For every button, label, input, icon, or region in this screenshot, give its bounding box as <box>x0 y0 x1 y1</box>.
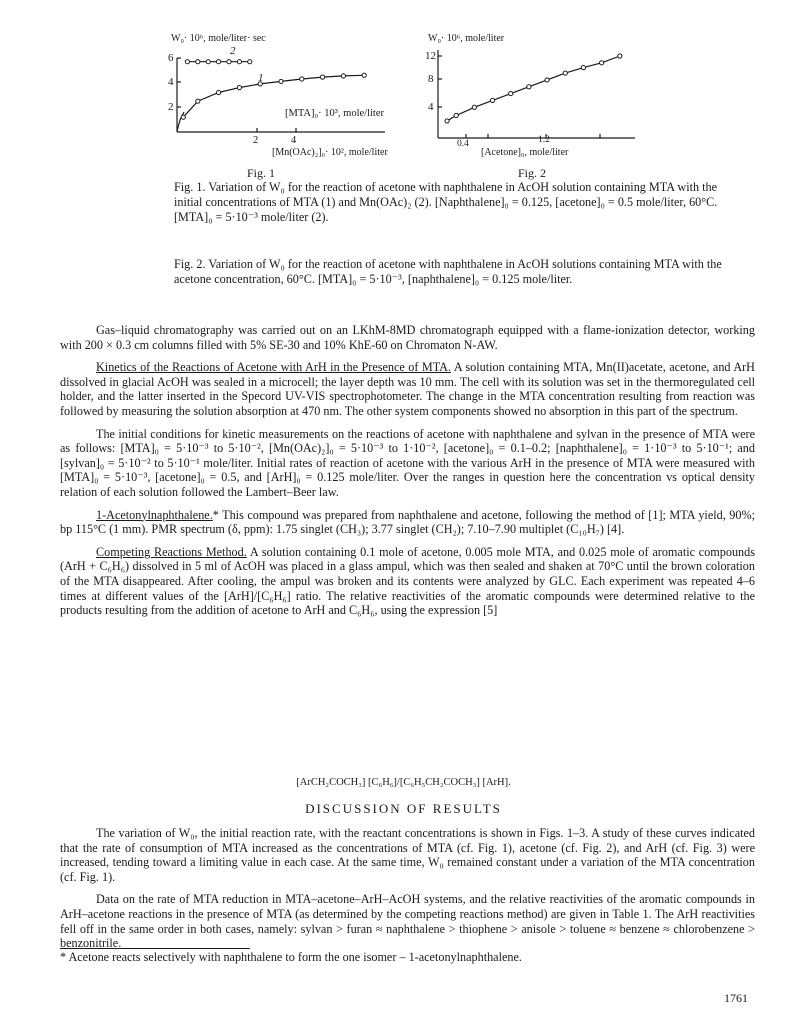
fig2-series-1-point <box>545 78 549 82</box>
fig2-ytick-label-4: 4 <box>428 101 434 113</box>
fig1-series-2-point <box>248 60 252 64</box>
fig2-series-1-point <box>563 71 567 75</box>
fig2-caption: Fig. 2. Variation of W₀ for the reaction of acetone with naphthalene in AcOH solutions containing MTA with the acetone concentration, 60°C. [MTA]₀ = 5·10⁻³, [naphthalene]₀ = 0.125 mole/liter. <box>174 257 722 287</box>
competing-heading: Competing Reactions Method. <box>96 544 247 559</box>
fig2-series-1-point <box>472 105 476 109</box>
figures-svg <box>0 0 807 172</box>
fig1-curve-label-1: 1 <box>258 72 264 84</box>
fig1-curve-label-2: 2 <box>230 45 236 57</box>
acetonylnaphthalene-heading: 1-Acetonylnaphthalene. <box>96 507 213 522</box>
fig1-y-title: W₀· 10⁶, mole/liter· sec <box>171 33 266 44</box>
fig1-series-2-point <box>185 60 189 64</box>
fig1-series-1-point <box>181 115 185 119</box>
fig2-plot <box>438 50 635 138</box>
fig1-series-1-point <box>300 77 304 81</box>
fig1-label: Fig. 1 <box>247 166 276 180</box>
fig2-series-1-point <box>454 113 458 117</box>
fig1-series-2-point <box>227 60 231 64</box>
fig2-series-1-point <box>527 85 531 89</box>
fig1-caption: Fig. 1. Variation of W₀ for the reaction of acetone with naphthalene in AcOH solution containing MTA with the initial concentrations of MTA (1) and Mn(OAc)₂ (2). [Naphthalene]₀ = 0.125, [acetone]₀ = 0.5 mole/liter, 60°C. [MTA]₀ = 5·10⁻³ mole/liter (2). <box>174 180 718 225</box>
body-text <box>60 323 755 618</box>
fig1-xtick-label-2: 2 <box>253 135 259 146</box>
fig2-series-1-point <box>509 91 513 95</box>
paragraph-gas-chromatography: Gas–liquid chromatography was carried out on an LKhM-8MD chromatograph equipped with a flame-ionization detector, working with 200 × 0.3 cm columns filled with 5% SE-30 and 10% KhE-60 on Chromaton N-AW. <box>60 323 755 352</box>
fig1-series-1-point <box>341 74 345 78</box>
fig1-series-2-point <box>196 60 200 64</box>
fig1-series-2-point <box>206 60 210 64</box>
fig2-series-1-point <box>490 98 494 102</box>
expression: [ArCH₂COCH₃] [C₆H₆]/[C₆H₅CH₂COCH₃] [ArH]. <box>296 777 511 788</box>
figures-area <box>0 0 807 180</box>
fig1-xtick-label-4: 4 <box>291 135 297 146</box>
fig1-x-axis-label: [Mn(OAc)₂]₀· 10², mole/liter <box>272 147 388 158</box>
footnote: * Acetone reacts selectively with naphthalene to form the one isomer – 1-acetonylnaphthalene. <box>60 950 522 964</box>
fig2-series-1-point <box>445 119 449 123</box>
fig1-series-1-point <box>321 75 325 79</box>
fig2-ytick-label-8: 8 <box>428 73 434 85</box>
fig1-series-2-point <box>237 60 241 64</box>
fig2-label: Fig. 2 <box>518 166 547 180</box>
fig2-x-axis-label: [Acetone]₀, mole/liter <box>481 147 569 158</box>
fig2-xtick-label-04: 0.4 <box>457 139 469 149</box>
fig1-series-1-point <box>279 79 283 83</box>
paragraph-variation: The variation of W₀, the initial reaction rate, with the reactant concentrations is shown in Figs. 1–3. A study of these curves indicated that the rate of consumption of MTA increased as the concentrations of MTA (cf. Fig. 1), acetone (cf. Fig. 2), and ArH (cf. Fig. 3) were increased, tending toward a limiting value in each case. At the same time, W₀ remained constant under a variation of the MTA concentration (cf. Fig. 1). <box>60 826 755 884</box>
fig1-series-2-point <box>217 60 221 64</box>
section-heading: DISCUSSION OF RESULTS <box>305 801 502 816</box>
competing-text: A solution containing 0.1 mole of acetone, 0.005 mole MTA, and 0.025 mole of aromatic compounds (ArH + C₆H₆) dissolved in 5 ml of AcOH was placed in a glass ampul, which was then sealed and shaken at 70°C until the brown coloration of the MTA disappeared. After cooling, the ampul was broken and its contents were analyzed by GLC. Each experiment was repeated 4–6 times at different values of the [ArH]/[C₆H₆] ratio. The relative reactivities of the aromatic compounds were determined relative to the products resulting from the addition of acetone to ArH and C₆H₆, using the expression [5] <box>60 544 755 618</box>
fig1-ytick-label-6: 6 <box>168 52 174 64</box>
body-text-2 <box>60 826 755 951</box>
footnote-rule <box>60 948 250 949</box>
fig2-xtick-label-12: 1.2 <box>538 135 550 145</box>
fig1-ytick-label-2: 2 <box>168 101 174 113</box>
fig2-series-1-point <box>581 66 585 70</box>
fig1-series-1-point <box>237 86 241 90</box>
kinetics-text: A solution containing MTA, Mn(II)acetate, acetone, and ArH dissolved in glacial AcOH was sealed in a microcell; the layer depth was 10 mm. The cell with its solution was set in the thermoregulated cell holder, and the latter inserted in the Specord UV-VIS spectrophotometer. The change in the MTA concentration resulting from reaction was followed by measuring the solution absorption at 470 nm. The other system components showed no absorption in this part of the spectrum. <box>60 360 755 418</box>
fig1-series-1-point <box>217 90 221 94</box>
acetonylnaphthalene-text: * This compound was prepared from naphthalene and acetone, following the method of [1]; MTA yield, 90%; bp 115°C (1 mm). PMR spectrum (δ, ppm): 1.75 singlet (CH₃); 3.77 singlet (CH₂); 7.10–7.90 multiplet (C₁₀H₇) [4]. <box>60 507 755 537</box>
paragraph-initial-conditions: The initial conditions for kinetic measurements on the reactions of acetone with naphthalene and sylvan in the presence of MTA were as follows: [MTA]₀ = 5·10⁻³ to 5·10⁻², [Mn(OAc)₂]₀ = 5·10⁻³ to 1·10⁻², [acetone]₀ = 0.1–0.2; [naphthalene]₀ = 1·10⁻³ to 5·10⁻¹; and [sylvan]₀ = 5·10⁻² to 5·10⁻¹ mole/liter. Initial rates of reaction of acetone with the various ArH in the presence of MTA were measured with [MTA]₀ = 5·10⁻³, [acetone]₀ = 0.5, and [ArH]₀ = 0.125 mole/liter. Over the ranges in question here the concentration vs optical density relation of each solution followed the Lambert–Beer law. <box>60 426 755 499</box>
fig1-series-1-point <box>196 99 200 103</box>
fig2-series-line <box>447 56 620 121</box>
fig2-series-1-point <box>618 54 622 58</box>
fig1-ytick-label-4: 4 <box>168 76 174 88</box>
fig1-series-1-point <box>362 73 366 77</box>
paragraph-kinetics <box>60 360 755 418</box>
paragraph-competing <box>60 545 755 618</box>
fig1-inset-label: [MTA]₀· 10³, mole/liter <box>285 108 384 119</box>
fig2-series-1-point <box>600 61 604 65</box>
fig2-y-title: W₀· 10⁶, mole/liter <box>428 33 505 44</box>
kinetics-heading: Kinetics of the Reactions of Acetone with ArH in the Presence of MTA. <box>96 360 452 375</box>
page-number: 1761 <box>724 991 748 1005</box>
fig2-ytick-label-12: 12 <box>425 50 436 62</box>
paragraph-acetonylnaphthalene <box>60 508 755 537</box>
paragraph-data: Data on the rate of MTA reduction in MTA–acetone–ArH–AcOH systems, and the relative reactivities of the aromatic compounds in ArH–acetone reactions in the presence of MTA (as determined by the competing reactions method) are given in Table 1. The ArH reactivities fell off in the same order in both cases, namely: sylvan > furan ≈ naphthalene > thiophene > anisole > toluene ≈ benzene ≈ chlorobenzene > benzonitrile. <box>60 892 755 951</box>
